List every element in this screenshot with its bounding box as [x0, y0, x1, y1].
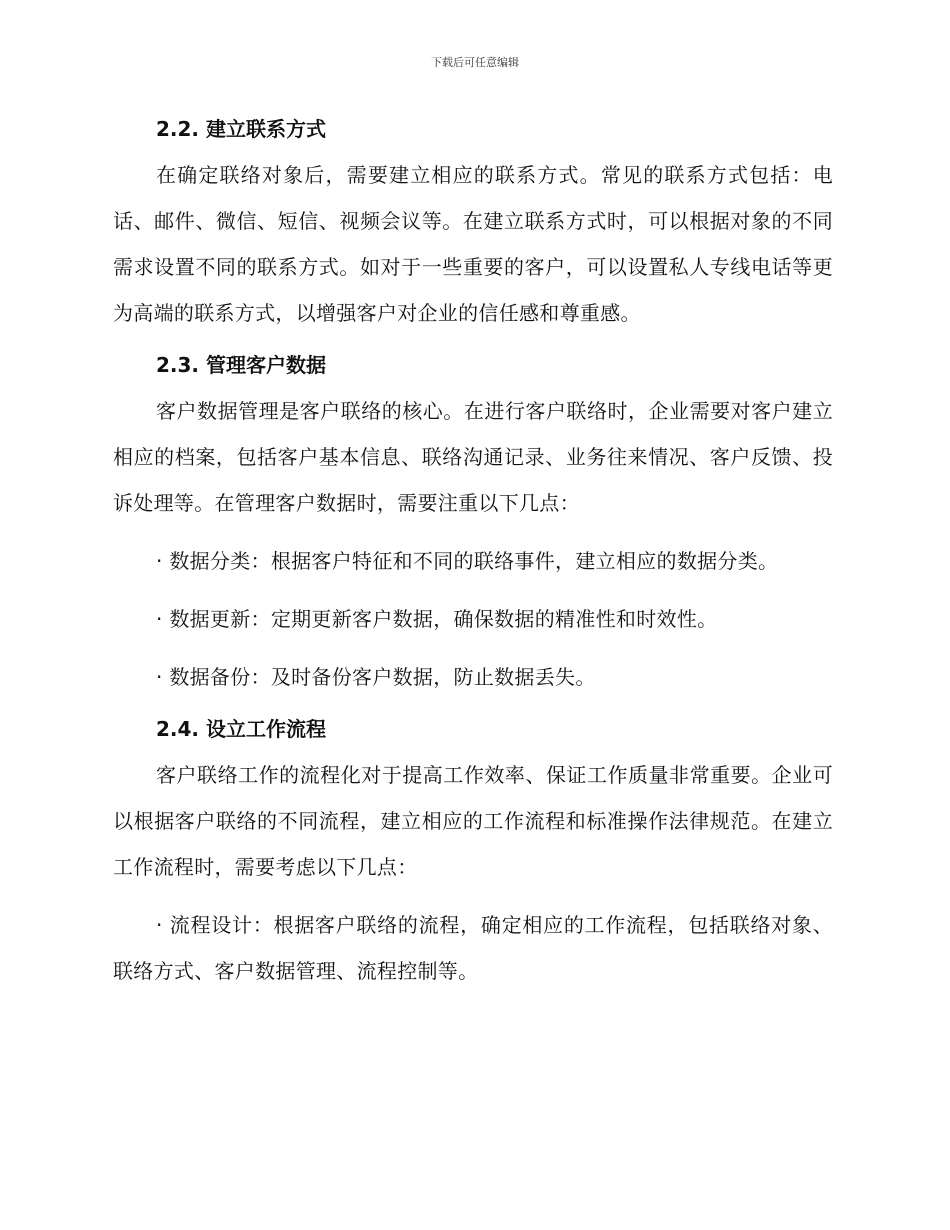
section-heading-2-3: 2.3. 管理客户数据 — [156, 353, 326, 377]
bullet-item: · 流程设计：根据客户联络的流程，确定相应的工作流程，包括联络对象、联络方式、客户数据管理、流程控制等。 — [113, 913, 833, 983]
section-paragraph-2-2: 在确定联络对象后，需要建立相应的联系方式。常见的联系方式包括：电话、邮件、微信、短信、视频会议等。在建立联系方式时，可以根据对象的不同需求设置不同的联系方式。如对于一些重要的客户，可以设置私人专线电话等更为高端的联系方式，以增强客户对企业的信任感和尊重感。 — [113, 163, 833, 325]
section-heading-2-2: 2.2. 建立联系方式 — [156, 117, 326, 141]
section-heading-2-4: 2.4. 设立工作流程 — [156, 717, 326, 741]
bullet-item: · 数据更新：定期更新客户数据，确保数据的精准性和时效性。 — [156, 607, 718, 631]
document-body — [113, 112, 833, 994]
bullet-item: · 数据备份：及时备份客户数据，防止数据丢失。 — [156, 665, 596, 689]
bullet-item: · 数据分类：根据客户特征和不同的联络事件，建立相应的数据分类。 — [156, 549, 779, 573]
section-paragraph-2-3: 客户数据管理是客户联络的核心。在进行客户联络时，企业需要对客户建立相应的档案，包括客户基本信息、联络沟通记录、业务往来情况、客户反馈、投诉处理等。在管理客户数据时，需要注重以下几点： — [113, 399, 833, 515]
section-paragraph-2-4: 客户联络工作的流程化对于提高工作效率、保证工作质量非常重要。企业可以根据客户联络的不同流程，建立相应的工作流程和标准操作法律规范。在建立工作流程时，需要考虑以下几点： — [113, 763, 833, 879]
page-header: 下载后可任意编辑 — [431, 56, 519, 69]
